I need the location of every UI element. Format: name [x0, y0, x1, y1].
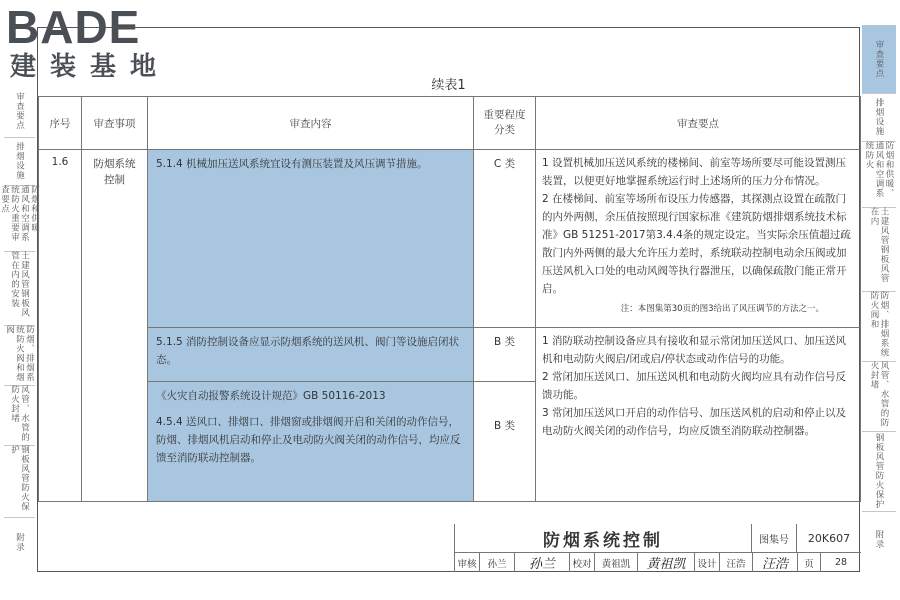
point-1-2: 2 在楼梯间、前室等场所布设压力传感器，其探测点设置在疏散门的内外两侧，余压值按照现行国家标准《建筑防烟排烟系统技术标准》GB 51251-2017第3.4.4条的规定设定。当实际余压值超过疏散门内外两侧的最大允许压力差时，系统联动控制电动余压阀或加压送风机入口处的电动风阀等执行器泄压，以确保疏散门能正常开启。 — [542, 193, 851, 295]
level-cell-2: B 类 — [474, 328, 536, 382]
header-no: 序号 — [39, 97, 82, 150]
design-name: 汪浩 — [720, 553, 753, 572]
content-cell-1: 5.1.4 机械加压送风系统宜设有测压装置及风压调节措施。 — [148, 150, 474, 328]
table-header-row — [39, 97, 861, 150]
table-row — [39, 328, 861, 382]
level-cell-3: B 类 — [474, 382, 536, 502]
header-level: 重要程度分类 — [474, 97, 536, 150]
header-item: 审查事项 — [82, 97, 148, 150]
row-no: 1.6 — [39, 150, 82, 502]
point-2-3: 3 常闭加压送风口开启的动作信号、加压送风机的启动和停止以及电动防火阀关闭的动作信号，均应反馈至消防联动控制器。 — [542, 407, 847, 437]
row-item: 防烟系统控制 — [82, 150, 148, 502]
right-tab-strip — [862, 25, 896, 570]
right-tab-1[interactable]: 审查要点 — [862, 25, 896, 94]
points-cell-1 — [536, 150, 861, 328]
page-no: 28 — [834, 557, 848, 568]
sheet-title: 续表1 — [431, 78, 466, 93]
right-tab-8[interactable]: 附录 — [874, 529, 884, 549]
point-2-1: 1 消防联动控制设备应具有接收和显示常闭加压送风口、加压送风机和电动防火阀启/闭或启/停状态或动作信号的功能。 — [542, 335, 847, 365]
left-tab-3[interactable]: 防烟和供暖、通风和空调系统防火重要审查要点 — [4, 185, 35, 252]
drawing-frame — [37, 27, 860, 572]
left-tab-6[interactable]: 风管、水管的防火封堵 — [4, 385, 35, 446]
atlas-no: 20K607 — [807, 531, 851, 545]
left-tab-8[interactable]: 附录 — [14, 532, 25, 552]
left-tab-2[interactable]: 排烟设施 — [4, 137, 35, 186]
header-content: 审查内容 — [148, 97, 474, 150]
right-tab-5[interactable]: 防烟、排烟系统防火阀和 — [862, 291, 896, 362]
right-tab-4[interactable]: 土建风管钢板风管在内 — [862, 207, 896, 292]
title-block — [454, 524, 861, 572]
left-tab-4[interactable]: 土建风管钢板风管在内的安装 — [4, 251, 35, 326]
right-tab-7[interactable]: 钢板风管防火保护 — [862, 431, 896, 512]
points-cell-2 — [536, 328, 861, 502]
content-3-body: 4.5.4 送风口、排烟口、排烟窗或排烟阀开启和关闭的动作信号，防烟、排烟风机启动和停止及电动防火阀关闭的动作信号，均应反馈至消防联动控制器。 — [156, 416, 461, 464]
right-tab-6[interactable]: 风管、水管的防火封堵 — [862, 361, 896, 432]
audit-name: 孙兰 — [480, 553, 515, 572]
design-label: 设计 — [695, 553, 720, 572]
point-1-1: 1 设置机械加压送风系统的楼梯间、前室等场所要尽可能设置测压装置，以便更好地掌握系统运行时上述场所的压力分布情况。 — [542, 157, 847, 187]
right-tab-2[interactable]: 排烟设施 — [862, 93, 896, 142]
content-3-title: 《火灾自动报警系统设计规范》GB 50116-2013 — [156, 390, 386, 402]
check-label: 校对 — [570, 553, 595, 572]
point-2-2: 2 常闭加压送风口、加压送风机和电动防火阀均应具有动作信号反馈功能。 — [542, 371, 847, 401]
audit-signature: 孙兰 — [515, 553, 570, 572]
logo-en: BADE — [6, 1, 141, 53]
left-tab-7[interactable]: 钢板风管防火保护 — [4, 445, 35, 518]
table-row — [39, 150, 861, 328]
content-cell-2: 5.1.5 消防控制设备应显示防烟系统的送风机、阀门等设施启闭状态。 — [148, 328, 474, 382]
right-tab-3[interactable]: 防烟和供暖、通风和空调系统防火 — [862, 141, 896, 208]
drawing-name: 防烟系统控制 — [455, 524, 752, 552]
signature-row — [455, 553, 861, 572]
logo-cn: 建装基地 — [10, 52, 171, 82]
left-tab-strip — [0, 25, 40, 570]
note: 注：本图集第30页的图3给出了风压调节的方法之一。 — [620, 304, 824, 314]
check-signature: 黄祖凯 — [638, 553, 695, 572]
content-cell-3 — [148, 382, 474, 502]
atlas-label: 图集号 — [752, 524, 797, 552]
left-tab-5[interactable]: 防烟、排烟系统防火阀和烟阀 — [4, 325, 35, 386]
level-cell-1: C 类 — [474, 150, 536, 328]
check-name: 黄祖凯 — [595, 553, 638, 572]
page-label: 页 — [798, 553, 821, 572]
left-tab-1[interactable]: 审查要点 — [4, 85, 35, 138]
header-points: 审查要点 — [536, 97, 861, 150]
design-signature: 汪浩 — [753, 553, 798, 572]
audit-label: 审核 — [455, 553, 480, 572]
review-table — [38, 96, 861, 502]
